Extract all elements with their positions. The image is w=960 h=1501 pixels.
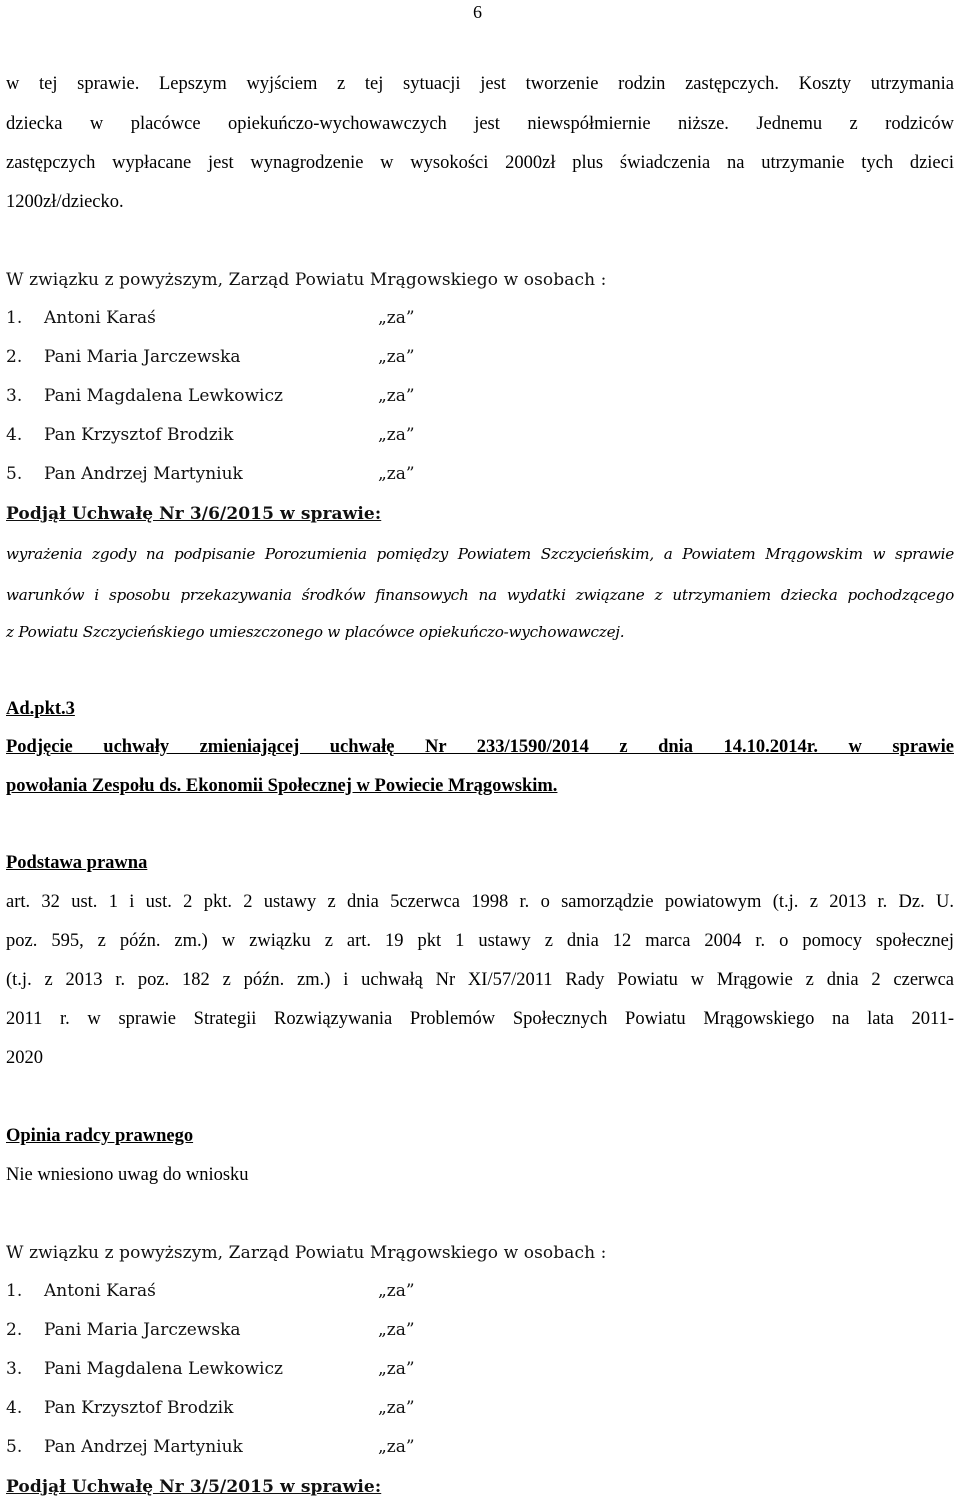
member-name: Pani Maria Jarczewska bbox=[44, 347, 241, 367]
member-number: 5. bbox=[6, 1437, 23, 1457]
resolution-heading: Podjął Uchwałę Nr 3/5/2015 w sprawie: bbox=[6, 1477, 382, 1497]
vote-member-row bbox=[6, 347, 506, 369]
member-name: Pan Krzysztof Brodzik bbox=[44, 425, 234, 445]
resolution-subject-line: warunków i sposobu przekazywania środków finansowych na wydatki związane z utrzymaniem dziecka pochodzącego bbox=[6, 586, 954, 604]
vote-member-row bbox=[6, 425, 506, 447]
member-number: 4. bbox=[6, 425, 23, 445]
vote-member-row bbox=[6, 1281, 506, 1303]
vote-member-row bbox=[6, 464, 506, 486]
paragraph-line: dziecka w placówce opiekuńczo-wychowawczych jest niewspółmiernie niższe. Jednemu z rodziców bbox=[6, 114, 954, 134]
member-vote: „za” bbox=[378, 347, 415, 367]
vote-member-row bbox=[6, 1359, 506, 1381]
vote-member-row bbox=[6, 308, 506, 330]
member-vote: „za” bbox=[378, 386, 415, 406]
agenda-point: Ad.pkt.3 bbox=[6, 699, 75, 719]
agenda-title-line: powołania Zespołu ds. Ekonomii Społecznej w Powiecie Mrągowskim. bbox=[6, 776, 558, 796]
member-name: Antoni Karaś bbox=[44, 1281, 156, 1301]
legal-basis-line: 2020 bbox=[6, 1048, 43, 1068]
legal-basis-line: (t.j. z 2013 r. poz. 182 z późn. zm.) i uchwałą Nr XI/57/2011 Rady Powiatu w Mrągowie z dnia 2 czerwca bbox=[6, 970, 954, 990]
legal-basis-line: 2011 r. w sprawie Strategii Rozwiązywania Problemów Społecznych Powiatu Mrągowskiego na lata 2011- bbox=[6, 1009, 954, 1029]
vote-intro: W związku z powyższym, Zarząd Powiatu Mrągowskiego w osobach : bbox=[6, 1243, 607, 1263]
member-vote: „za” bbox=[378, 1281, 415, 1301]
member-vote: „za” bbox=[378, 1359, 415, 1379]
member-vote: „za” bbox=[378, 425, 415, 445]
page-number: 6 bbox=[473, 2, 482, 22]
member-vote: „za” bbox=[378, 464, 415, 484]
member-name: Pan Andrzej Martyniuk bbox=[44, 1437, 243, 1457]
legal-basis-heading: Podstawa prawna bbox=[6, 853, 148, 873]
member-number: 4. bbox=[6, 1398, 23, 1418]
member-name: Pan Krzysztof Brodzik bbox=[44, 1398, 234, 1418]
member-number: 3. bbox=[6, 386, 23, 406]
paragraph-line: w tej sprawie. Lepszym wyjściem z tej sytuacji jest tworzenie rodzin zastępczych. Koszty utrzymania bbox=[6, 74, 954, 94]
member-name: Pani Maria Jarczewska bbox=[44, 1320, 241, 1340]
member-name: Pani Magdalena Lewkowicz bbox=[44, 386, 283, 406]
member-vote: „za” bbox=[378, 1398, 415, 1418]
member-number: 2. bbox=[6, 1320, 23, 1340]
paragraph-line: 1200zł/dziecko. bbox=[6, 192, 124, 212]
member-vote: „za” bbox=[378, 1320, 415, 1340]
member-number: 1. bbox=[6, 308, 23, 328]
member-vote: „za” bbox=[378, 1437, 415, 1457]
member-name: Antoni Karaś bbox=[44, 308, 156, 328]
vote-member-row bbox=[6, 1320, 506, 1342]
resolution-subject-line: z Powiatu Szczycieńskiego umieszczonego w placówce opiekuńczo-wychowawczej. bbox=[6, 623, 625, 641]
member-number: 1. bbox=[6, 1281, 23, 1301]
vote-member-row bbox=[6, 1398, 506, 1420]
vote-member-row bbox=[6, 386, 506, 408]
legal-basis-line: art. 32 ust. 1 i ust. 2 pkt. 2 ustawy z dnia 5czerwca 1998 r. o samorządzie powiatowym (t.j. z 2013 r. Dz. U. bbox=[6, 892, 954, 912]
resolution-subject-line: wyrażenia zgody na podpisanie Porozumienia pomiędzy Powiatem Szczycieńskim, a Powiatem Mrągowskim w sprawie bbox=[6, 545, 954, 563]
resolution-heading: Podjął Uchwałę Nr 3/6/2015 w sprawie: bbox=[6, 504, 382, 524]
legal-basis-line: poz. 595, z późn. zm.) w związku z art. 19 pkt 1 ustawy z dnia 12 marca 2004 r. o pomocy społecznej bbox=[6, 931, 954, 951]
member-name: Pani Magdalena Lewkowicz bbox=[44, 1359, 283, 1379]
member-number: 3. bbox=[6, 1359, 23, 1379]
member-number: 2. bbox=[6, 347, 23, 367]
agenda-title-line: Podjęcie uchwały zmieniającej uchwałę Nr 233/1590/2014 z dnia 14.10.2014r. w sprawie bbox=[6, 737, 954, 757]
vote-intro: W związku z powyższym, Zarząd Powiatu Mrągowskiego w osobach : bbox=[6, 270, 607, 290]
paragraph-line: zastępczych wypłacane jest wynagrodzenie w wysokości 2000zł plus świadczenia na utrzymanie tych dzieci bbox=[6, 153, 954, 173]
member-vote: „za” bbox=[378, 308, 415, 328]
vote-member-row bbox=[6, 1437, 506, 1459]
legal-opinion-heading: Opinia radcy prawnego bbox=[6, 1126, 194, 1146]
member-number: 5. bbox=[6, 464, 23, 484]
legal-opinion-text: Nie wniesiono uwag do wniosku bbox=[6, 1165, 249, 1185]
member-name: Pan Andrzej Martyniuk bbox=[44, 464, 243, 484]
